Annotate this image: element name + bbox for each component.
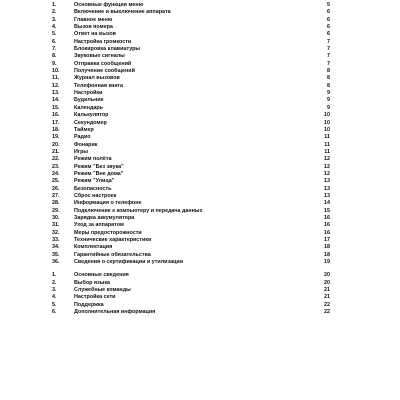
toc-entry-title: Выбор языка [74,279,111,286]
toc-entry-number: 16. [52,112,60,119]
toc-entry-title: Блокировка клавиатуры [74,46,141,53]
toc-main-list [52,2,330,266]
toc-entry [52,156,330,163]
toc-entry [52,134,330,141]
toc-entry-number: 7. [52,46,57,53]
toc-entry-number: 1. [52,272,57,279]
toc-entry-title: Игры [74,148,89,155]
toc-entry-title: Радио [74,134,91,141]
toc-entry-title: Калькулятор [74,112,109,119]
toc-entry-page: 20 [324,279,330,286]
toc-entry-number: 19. [52,134,60,141]
toc-entry-page: 8 [327,75,330,82]
toc-entry-number: 33. [52,237,60,243]
toc-entry-title: Сведения о сертификации и утилизации [74,259,184,266]
toc-entry-number: 25. [52,178,60,185]
toc-entry [52,24,330,31]
toc-entry-number: 18. [52,126,60,133]
toc-entry-number: 6. [52,38,57,45]
toc-entry [52,61,330,68]
toc-extra-list [52,272,330,316]
toc-entry-number: 35. [52,251,60,258]
toc-entry-title: Настройка сети [74,294,116,301]
toc-entry [52,215,330,222]
toc-entry [52,120,330,127]
toc-entry-page: 16 [324,222,330,229]
toc-entry-title: Сброс настроек [74,192,117,199]
toc-entry-title: Гарантийные обязательства [74,251,151,258]
toc-entry [52,164,330,171]
toc-entry [52,90,330,97]
toc-entry [52,302,330,309]
toc-entry [52,46,330,53]
toc-entry-title: Секундомер [74,119,107,126]
toc-entry-number: 13. [52,90,60,97]
toc-entry-title: Будильник [74,97,104,104]
toc-entry-page: 14 [324,200,330,207]
toc-entry-page: 12 [324,156,330,163]
toc-entry-page: 10 [324,126,330,133]
toc-entry-title: Календарь [74,104,103,111]
toc-entry [52,208,330,215]
toc-entry-page: 22 [324,309,330,316]
toc-entry-page: 5 [327,2,330,8]
toc-entry-page: 18 [324,251,330,258]
toc-entry-page: 10 [324,112,330,119]
toc-entry [52,259,330,266]
toc-entry [52,252,330,259]
toc-entry-page: 13 [324,185,330,192]
toc-entry-page: 18 [324,244,330,251]
toc-entry-page: 10 [324,119,330,126]
toc-entry-title: Информация о телефоне [74,200,142,207]
toc-entry-page: 7 [327,60,330,67]
toc-entry-title: Дополнительная информация [74,309,156,316]
toc-entry-title: Получение сообщений [74,68,135,75]
toc-entry [52,39,330,46]
toc-entry-page: 13 [324,192,330,199]
toc-entry-number: 9. [52,60,57,67]
toc-entry [52,244,330,251]
toc-entry [52,272,330,279]
toc-entry [52,9,330,16]
toc-entry-page: 6 [327,31,330,38]
toc-entry-page: 12 [324,163,330,170]
toc-entry [52,230,330,237]
toc-entry-page: 6 [327,16,330,23]
toc-entry-number: 30. [52,214,60,221]
toc-entry-page: 6 [327,9,330,16]
toc-entry-title: Фонарик [74,141,98,148]
toc-entry [52,31,330,38]
toc-entry-page: 9 [327,90,330,97]
toc-entry [52,280,330,287]
toc-entry-number: 4. [52,294,57,301]
toc-entry-title: Меры предосторожности [74,229,142,236]
toc-entry-title: Звуковые сигналы [74,53,125,60]
toc-entry-title: Режим полёта [74,156,112,163]
toc-entry-title: Отправка сообщений [74,60,132,67]
toc-entry [52,171,330,178]
toc-entry-page: 22 [324,301,330,308]
toc-entry-number: 5. [52,31,57,38]
toc-entry-number: 21. [52,148,60,155]
toc-entry-page: 21 [324,287,330,294]
toc-entry-number: 6. [52,309,57,316]
toc-entry [52,193,330,200]
toc-entry [52,186,330,193]
toc-entry-page: 9 [327,104,330,111]
toc-entry-title: Режим "Без звука" [74,163,124,170]
toc-entry-page: 16 [324,214,330,221]
toc-entry-title: Зарядка аккумулятора [74,214,135,221]
toc-entry-title: Настройка громкости [74,38,132,45]
toc-entry [52,178,330,185]
toc-entry-title: Комплектация [74,244,113,251]
toc-entry-title: Ответ на вызов [74,31,116,38]
toc-entry-number: 14. [52,97,60,104]
toc-entry-number: 12. [52,82,60,89]
toc-entry-title: Безопасность [74,185,112,192]
toc-entry-title: Технические характеристики [74,237,152,243]
toc-entry-page: 17 [324,237,330,243]
toc-entry-title: Главное меню [74,16,113,23]
toc-entry-number: 27. [52,192,60,199]
toc-entry [52,112,330,119]
toc-entry-page: 7 [327,53,330,60]
toc-entry-number: 4. [52,24,57,31]
toc-entry-page: 8 [327,82,330,89]
toc-entry-page: 7 [327,38,330,45]
toc-entry-title: Основные сведения [74,272,129,279]
toc-entry-number: 17. [52,119,60,126]
toc-entry-page: 8 [327,68,330,75]
toc-entry [52,222,330,229]
toc-entry-title: Журнал вызовов [74,75,120,82]
toc-entry [52,83,330,90]
toc-entry [52,2,330,9]
toc-entry-number: 5. [52,301,57,308]
toc-entry-page: 11 [324,134,330,141]
toc-entry-title: Режим "Улица" [74,178,115,185]
toc-entry-number: 2. [52,9,57,16]
toc-entry-number: 10. [52,68,60,75]
toc-entry-title: Уход за аппаратом [74,222,124,229]
toc-entry-title: Режим "Вне дома" [74,170,124,177]
toc-entry-number: 26. [52,185,60,192]
toc-entry-page: 16 [324,229,330,236]
toc-entry-page: 6 [327,24,330,31]
toc-entry-page: 11 [324,141,330,148]
toc-entry-number: 32. [52,229,60,236]
toc-entry-number: 28. [52,200,60,207]
toc-entry-title: Подключение к компьютеру и передача данных [74,207,203,214]
toc-entry-number: 15. [52,104,60,111]
toc-entry [52,294,330,301]
toc-entry-page: 9 [327,97,330,104]
toc-entry-page: 15 [324,207,330,214]
toc-entry-number: 1. [52,2,57,8]
toc-entry-page: 7 [327,46,330,53]
toc-entry-title: Настройки [74,90,103,97]
toc-entry-number: 36. [52,259,60,266]
toc-entry [52,68,330,75]
toc-entry [52,53,330,60]
toc-entry-page: 12 [324,170,330,177]
toc-entry-number: 8. [52,53,57,60]
toc-entry [52,75,330,82]
toc-entry-number: 31. [52,222,60,229]
toc-entry-title: Телефонная книга [74,82,123,89]
toc-entry-page: 11 [324,148,330,155]
toc-entry-number: 29. [52,207,60,214]
toc-entry-number: 34. [52,244,60,251]
toc-entry-title: Поддержка [74,301,104,308]
toc-entry [52,287,330,294]
toc-entry [52,149,330,156]
toc-entry-number: 3. [52,16,57,23]
toc-entry-page: 19 [324,259,330,266]
toc-entry [52,309,330,316]
toc-entry-title: Основные функции меню [74,2,144,8]
toc-entry-number: 20. [52,141,60,148]
toc-entry-number: 2. [52,279,57,286]
toc-entry [52,142,330,149]
toc-entry-page: 20 [324,272,330,279]
toc-entry-page: 21 [324,294,330,301]
toc-entry [52,105,330,112]
toc-entry [52,17,330,24]
toc-entry-title: Вызов номера [74,24,113,31]
toc-entry-number: 3. [52,287,57,294]
toc-entry [52,97,330,104]
toc-entry-title: Служебные команды [74,287,131,294]
toc-entry-number: 11. [52,75,60,82]
toc-entry [52,200,330,207]
toc-entry-title: Включение и выключение аппарата [74,9,171,16]
toc-entry [52,127,330,134]
toc-entry-number: 22. [52,156,60,163]
toc-entry-number: 24. [52,170,60,177]
toc-entry-page: 13 [324,178,330,185]
toc-entry-number: 23. [52,163,60,170]
toc-entry [52,237,330,244]
toc-entry-title: Таймер [74,126,94,133]
